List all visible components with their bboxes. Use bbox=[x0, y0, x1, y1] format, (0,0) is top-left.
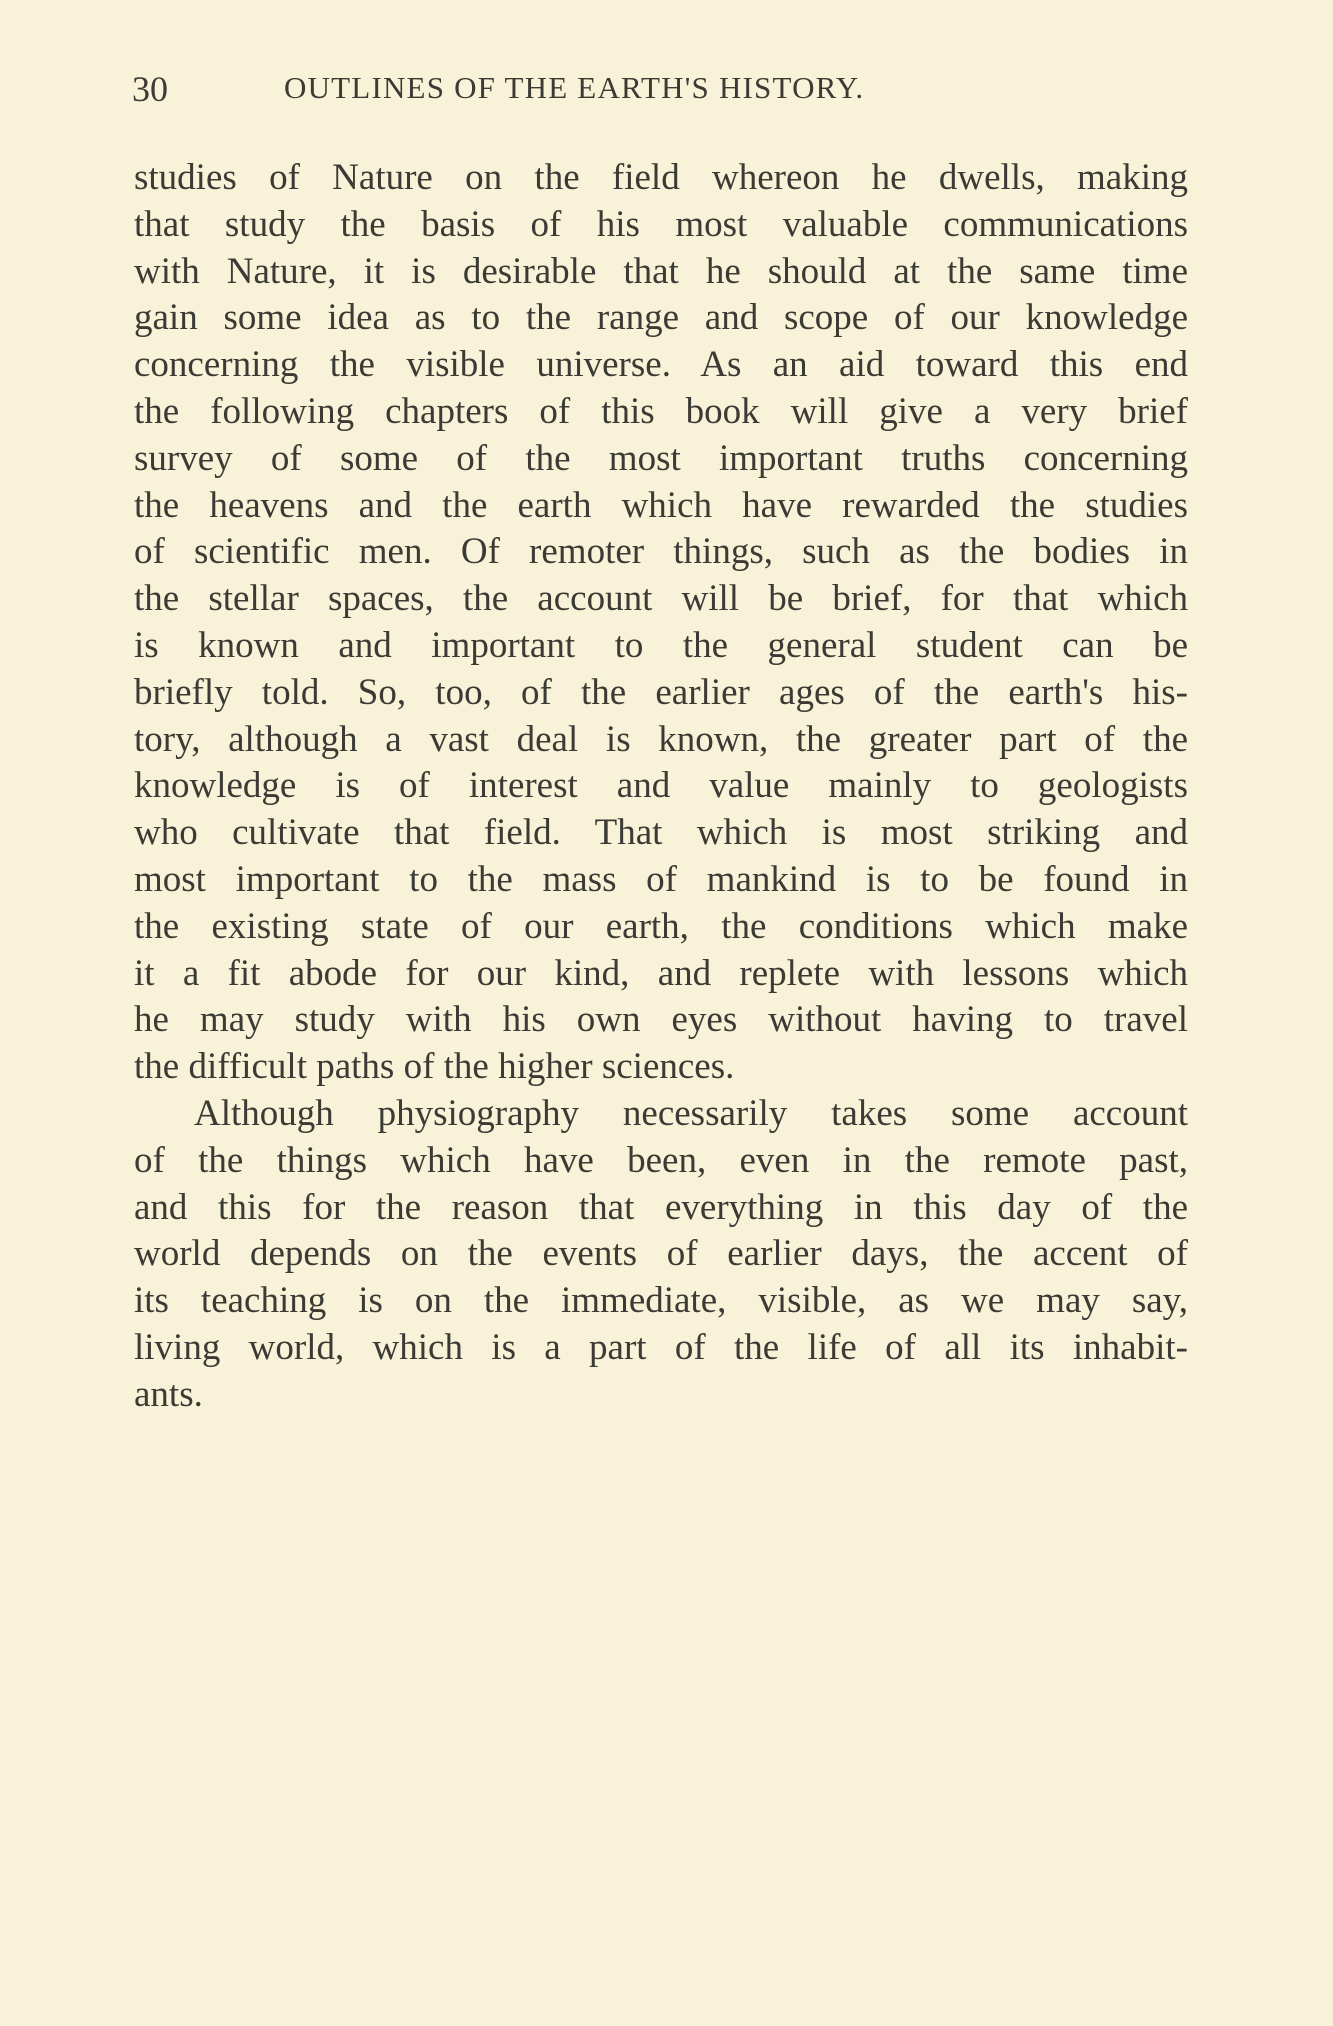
text-line: and this for the reason that everything in this day of the bbox=[134, 1186, 1188, 1228]
text-line: knowledge is of interest and value mainly to geologists bbox=[134, 765, 1188, 807]
text-line: he may study with his own eyes without having to travel bbox=[134, 999, 1188, 1041]
running-header bbox=[132, 68, 1192, 112]
text-line: Although physiography necessarily takes some account bbox=[194, 1092, 1188, 1134]
text-line: living world, which is a part of the life of all its inhabit- bbox=[134, 1326, 1188, 1368]
text-line: briefly told. So, too, of the earlier ages of the earth's his- bbox=[134, 671, 1188, 713]
text-line: tory, although a vast deal is known, the greater part of the bbox=[134, 718, 1188, 760]
text-line: survey of some of the most important truths concerning bbox=[134, 437, 1188, 479]
text-line: its teaching is on the immediate, visible, as we may say, bbox=[134, 1280, 1188, 1322]
text-line: ants. bbox=[134, 1373, 203, 1415]
text-line: the stellar spaces, the account will be brief, for that which bbox=[134, 578, 1188, 620]
text-line: is known and important to the general student can be bbox=[134, 624, 1188, 666]
text-line: concerning the visible universe. As an aid toward this end bbox=[134, 344, 1188, 386]
page-number: 30 bbox=[132, 69, 168, 109]
text-line: the heavens and the earth which have rewarded the studies bbox=[134, 484, 1188, 526]
text-line: studies of Nature on the field whereon he dwells, making bbox=[134, 157, 1188, 198]
text-line: the difficult paths of the higher sciences. bbox=[134, 1046, 735, 1088]
text-line: it a fit abode for our kind, and replete with lessons which bbox=[134, 952, 1188, 994]
text-line: who cultivate that field. That which is most striking and bbox=[134, 812, 1188, 854]
text-line: the following chapters of this book will give a very brief bbox=[134, 390, 1188, 432]
running-title: OUTLINES OF THE EARTH'S HISTORY. bbox=[284, 70, 865, 105]
text-line: gain some idea as to the range and scope of our knowledge bbox=[134, 297, 1188, 339]
text-line: with Nature, it is desirable that he should at the same time bbox=[134, 250, 1188, 292]
text-line: the existing state of our earth, the conditions which make bbox=[134, 905, 1188, 947]
text-line: of scientific men. Of remoter things, such as the bodies in bbox=[134, 531, 1188, 573]
text-line: world depends on the events of earlier days, the accent of bbox=[134, 1233, 1188, 1275]
text-line: most important to the mass of mankind is to be found in bbox=[134, 858, 1188, 900]
body-text bbox=[134, 155, 1188, 1419]
paragraph bbox=[134, 155, 1188, 1091]
text-line: of the things which have been, even in the remote past, bbox=[134, 1139, 1188, 1181]
paragraph bbox=[134, 1091, 1188, 1419]
text-line: that study the basis of his most valuable communications bbox=[134, 203, 1188, 245]
